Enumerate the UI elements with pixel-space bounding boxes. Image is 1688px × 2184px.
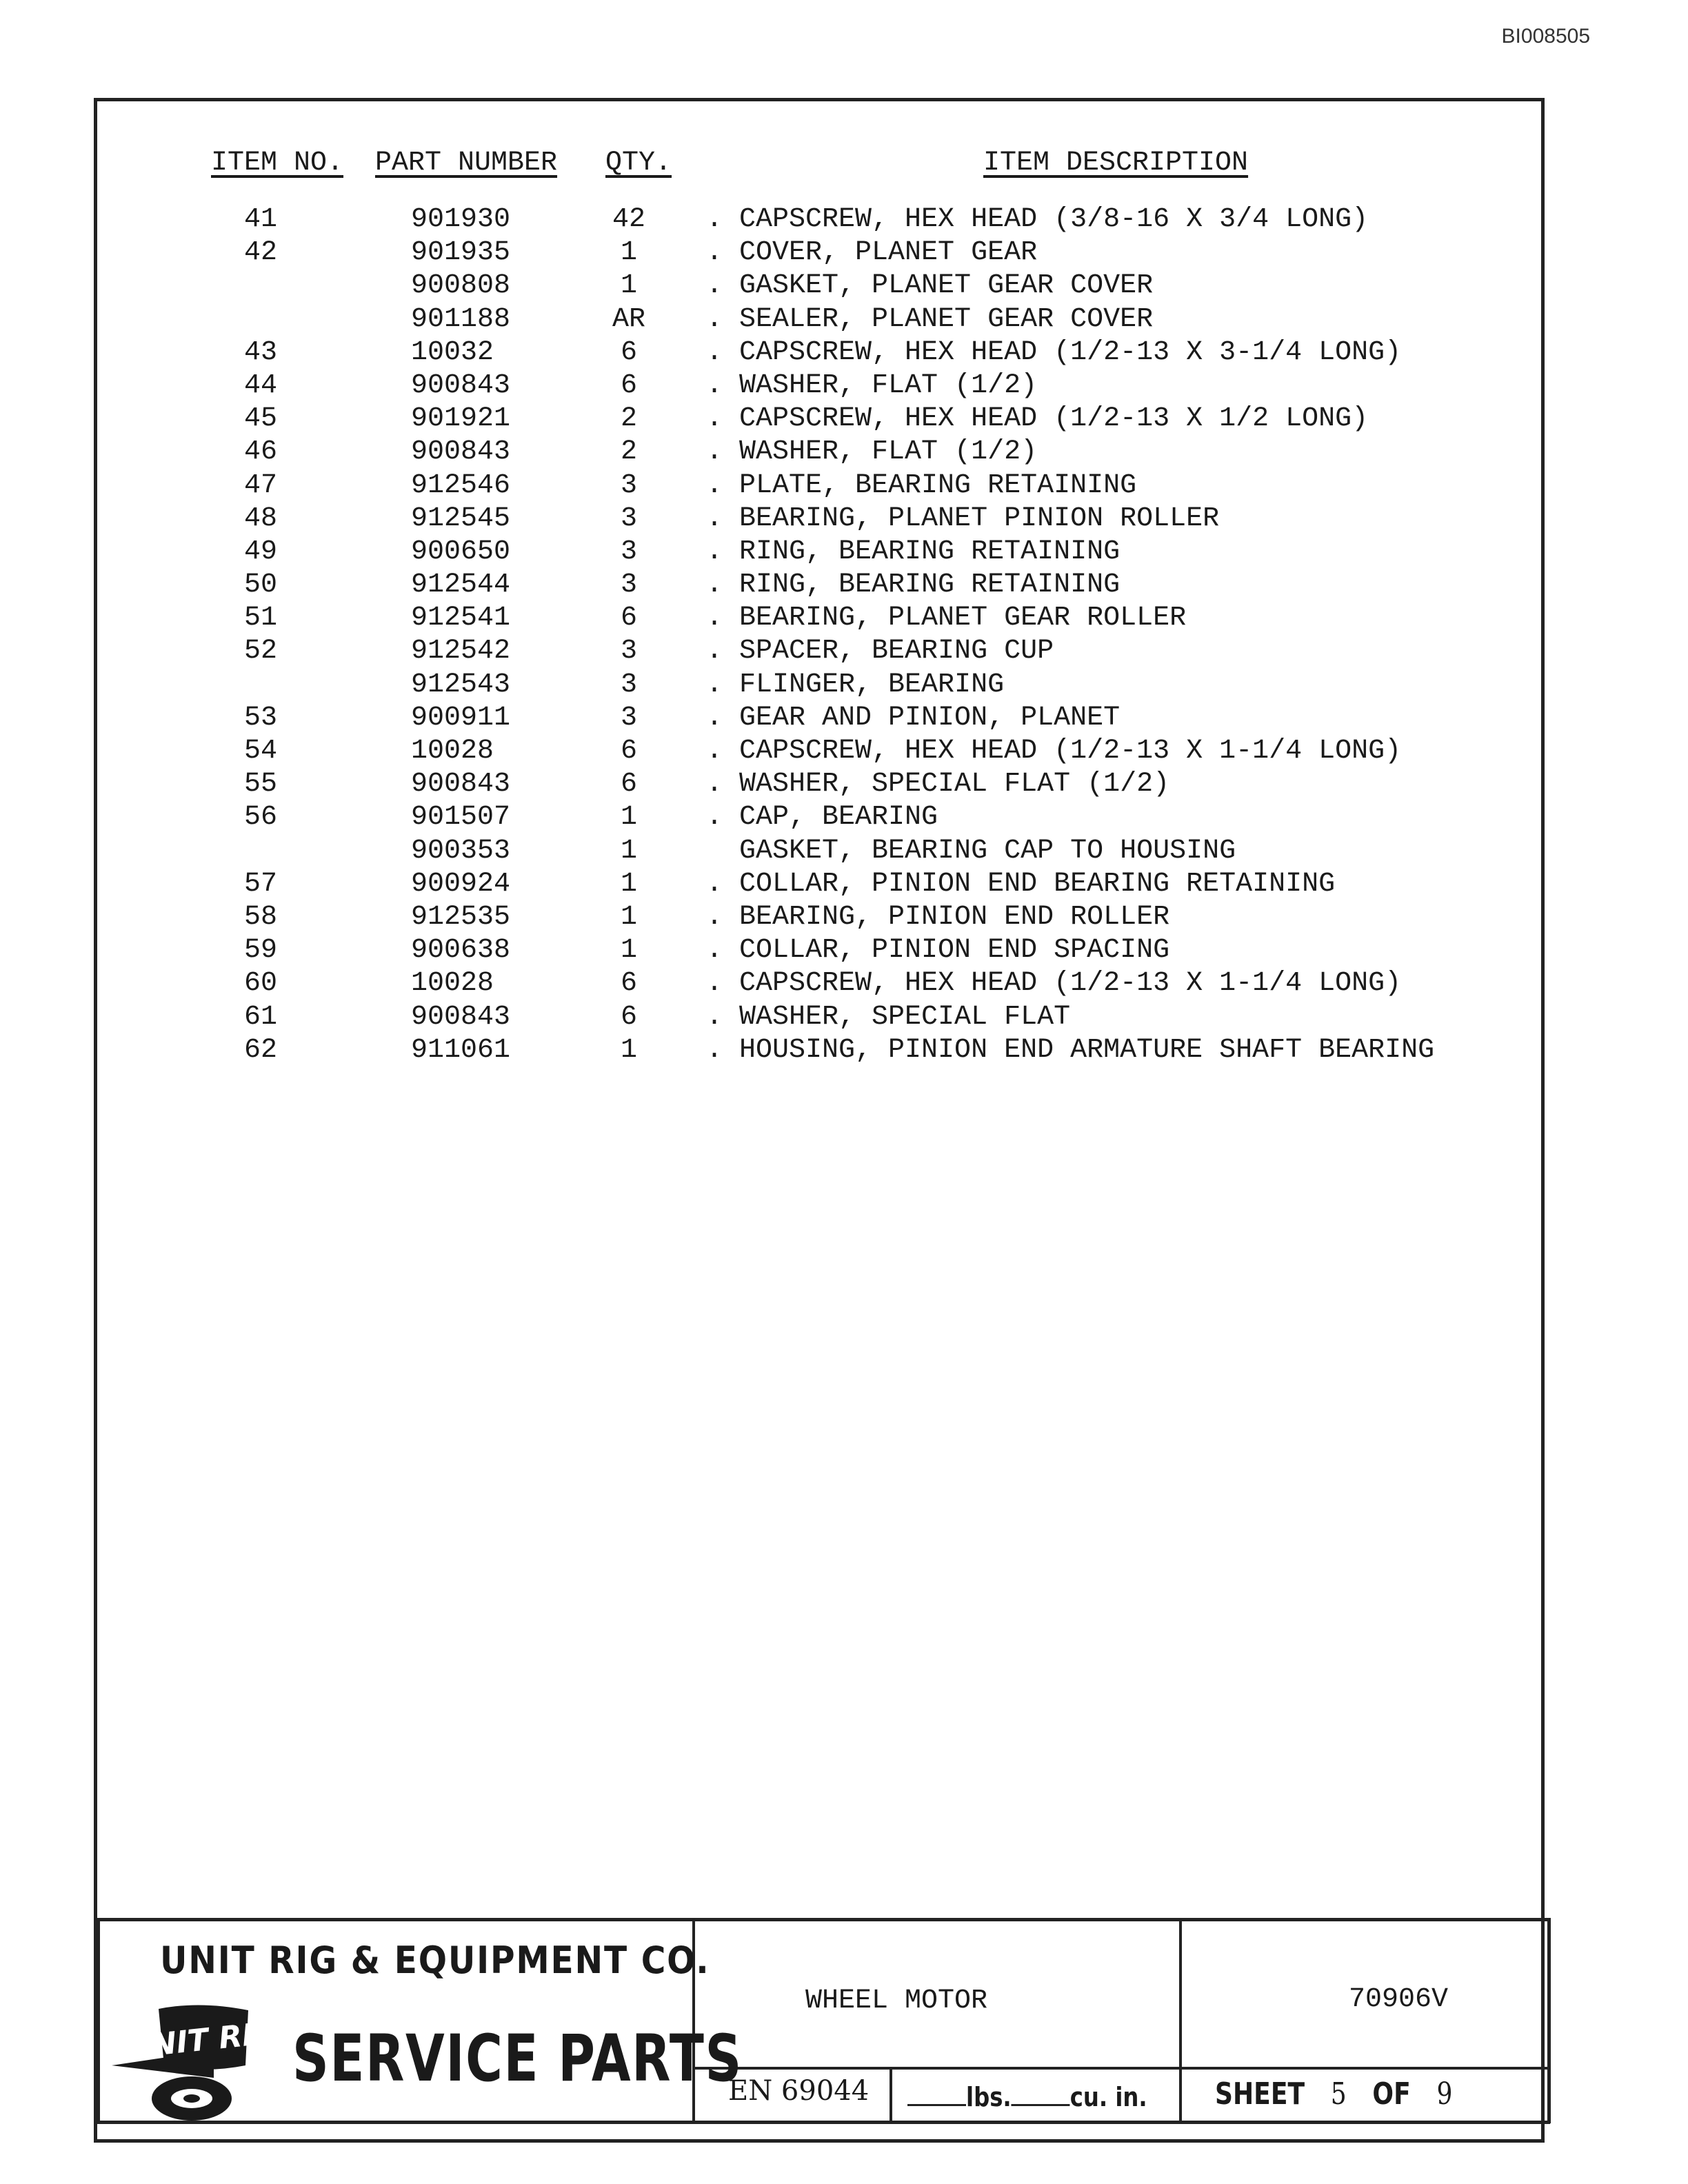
table-row [0, 669, 1688, 702]
title-block-right-line [1547, 1918, 1551, 2123]
part-number-cell: 900638 [411, 935, 511, 967]
qty-cell: 1 [620, 935, 637, 967]
item-no-cell: 54 [244, 736, 278, 767]
description-cell: . WASHER, FLAT (1/2) [706, 370, 1038, 401]
qty-cell: 2 [620, 403, 637, 435]
part-number-cell: 900650 [411, 536, 511, 567]
item-no-cell: 58 [244, 901, 278, 933]
qty-cell: 6 [620, 603, 637, 634]
part-number-cell: 912545 [411, 503, 511, 534]
part-number-cell: 912546 [411, 469, 511, 501]
table-row [0, 536, 1688, 569]
sheet-label: SHEET [1215, 2076, 1305, 2112]
item-no-cell: 55 [244, 769, 278, 800]
qty-cell: 3 [620, 636, 637, 667]
item-no-cell: 48 [244, 503, 278, 534]
qty-cell: 3 [620, 669, 637, 700]
table-row [0, 935, 1688, 968]
part-number-cell: 900843 [411, 436, 511, 468]
table-row [0, 503, 1688, 536]
company-name: UNIT RIG & EQUIPMENT CO. [160, 1939, 710, 1982]
qty-cell: 3 [620, 536, 637, 567]
part-number-cell: 912541 [411, 603, 511, 634]
table-row [0, 204, 1688, 237]
cu-in-blank [1012, 2083, 1070, 2106]
item-no-cell: 41 [244, 204, 278, 235]
table-row [0, 702, 1688, 736]
table-row [0, 569, 1688, 603]
part-number-cell: 900924 [411, 868, 511, 900]
table-row [0, 436, 1688, 469]
qty-cell: 1 [620, 868, 637, 900]
qty-cell: 1 [620, 237, 637, 269]
item-no-cell: 45 [244, 403, 278, 435]
table-row [0, 270, 1688, 303]
description-cell: . BEARING, PINION END ROLLER [706, 901, 1170, 933]
part-number-cell: 900843 [411, 370, 511, 401]
table-row [0, 736, 1688, 769]
qty-cell: 1 [620, 835, 637, 867]
en-number: EN 69044 [728, 2075, 870, 2107]
part-number-cell: 911061 [411, 1034, 511, 1066]
description-cell: . CAPSCREW, HEX HEAD (3/8-16 X 3/4 LONG) [706, 204, 1369, 235]
part-number-cell: 10028 [411, 736, 494, 767]
item-no-cell: 44 [244, 370, 278, 401]
header-part-number: PART NUMBER [375, 148, 558, 179]
sheet-number: 5 [1330, 2076, 1347, 2112]
item-no-cell: 42 [244, 237, 278, 269]
part-number-cell: 912535 [411, 901, 511, 933]
item-no-cell: 53 [244, 702, 278, 734]
description-cell: . RING, BEARING RETAINING [706, 569, 1121, 601]
qty-cell: 6 [620, 968, 637, 1000]
item-no-cell: 50 [244, 569, 278, 601]
table-row [0, 403, 1688, 436]
title-block-divider-2 [1179, 1918, 1182, 2123]
description-cell: . PLATE, BEARING RETAINING [706, 469, 1137, 501]
title-block-bottom-line [97, 2121, 1550, 2124]
weight-volume-fields [907, 2082, 1147, 2112]
qty-cell: AR [612, 303, 645, 335]
part-number-cell: 900911 [411, 702, 511, 734]
description-cell: . CAPSCREW, HEX HEAD (1/2-13 X 3-1/4 LONG) [706, 336, 1402, 368]
description-cell: . BEARING, PLANET PINION ROLLER [706, 503, 1220, 534]
part-number-cell: 912544 [411, 569, 511, 601]
part-number-cell: 912542 [411, 636, 511, 667]
table-row [0, 237, 1688, 270]
drawing-title: WHEEL MOTOR [805, 1985, 988, 2016]
description-cell: . SPACER, BEARING CUP [706, 636, 1054, 667]
table-row [0, 869, 1688, 902]
qty-cell: 6 [620, 336, 637, 368]
title-block-lower-row-line [692, 2067, 1550, 2070]
qty-cell: 1 [620, 901, 637, 933]
table-row [0, 1002, 1688, 1035]
description-cell: . GEAR AND PINION, PLANET [706, 702, 1121, 734]
item-no-cell: 43 [244, 336, 278, 368]
item-no-cell: 47 [244, 469, 278, 501]
description-cell: . COLLAR, PINION END BEARING RETAINING [706, 868, 1336, 900]
of-label: OF [1372, 2076, 1411, 2112]
description-cell: . SEALER, PLANET GEAR COVER [706, 303, 1154, 335]
description-cell: . COLLAR, PINION END SPACING [706, 935, 1170, 967]
item-no-cell: 62 [244, 1034, 278, 1066]
lbs-blank [907, 2083, 966, 2106]
table-row [0, 802, 1688, 835]
description-cell: . BEARING, PLANET GEAR ROLLER [706, 603, 1187, 634]
description-cell: . HOUSING, PINION END ARMATURE SHAFT BEARING [706, 1034, 1435, 1066]
part-number-cell: 901930 [411, 204, 511, 235]
description-cell: GASKET, BEARING CAP TO HOUSING [706, 835, 1236, 867]
item-no-cell: 49 [244, 536, 278, 567]
qty-cell: 6 [620, 736, 637, 767]
part-number-cell: 901921 [411, 403, 511, 435]
description-cell: . RING, BEARING RETAINING [706, 536, 1121, 567]
qty-cell: 6 [620, 370, 637, 401]
description-cell: . WASHER, FLAT (1/2) [706, 436, 1038, 468]
qty-cell: 1 [620, 802, 637, 833]
description-cell: . WASHER, SPECIAL FLAT [706, 1001, 1071, 1033]
table-row [0, 370, 1688, 403]
description-cell: . WASHER, SPECIAL FLAT (1/2) [706, 769, 1170, 800]
table-row [0, 902, 1688, 935]
part-number-cell: 10032 [411, 336, 494, 368]
description-cell: . GASKET, PLANET GEAR COVER [706, 270, 1154, 302]
table-row [0, 470, 1688, 503]
qty-cell: 1 [620, 1034, 637, 1066]
document-id: BI008505 [1501, 25, 1590, 48]
part-number-cell: 900353 [411, 835, 511, 867]
qty-cell: 3 [620, 569, 637, 601]
table-row [0, 769, 1688, 802]
item-no-cell: 61 [244, 1001, 278, 1033]
item-no-cell: 57 [244, 868, 278, 900]
part-number-cell: 900808 [411, 270, 511, 302]
description-cell: . CAPSCREW, HEX HEAD (1/2-13 X 1/2 LONG) [706, 403, 1369, 435]
item-no-cell: 46 [244, 436, 278, 468]
lbs-label: lbs. [966, 2082, 1012, 2112]
table-row [0, 603, 1688, 636]
qty-cell: 3 [620, 469, 637, 501]
description-cell: . FLINGER, BEARING [706, 669, 1005, 700]
part-number-cell: 900843 [411, 769, 511, 800]
description-cell: . CAP, BEARING [706, 802, 938, 833]
table-row [0, 304, 1688, 337]
qty-cell: 6 [620, 1001, 637, 1033]
qty-cell: 3 [620, 503, 637, 534]
part-number-cell: 900843 [411, 1001, 511, 1033]
description-cell: . COVER, PLANET GEAR [706, 237, 1038, 269]
part-number-cell: 901935 [411, 237, 511, 269]
item-no-cell: 51 [244, 603, 278, 634]
header-qty: QTY. [605, 148, 672, 179]
title-block-left-line [97, 1918, 100, 2123]
logo-text: UNIT RIG [125, 2014, 280, 2066]
table-row [0, 836, 1688, 869]
part-number-cell: 901188 [411, 303, 511, 335]
part-number-cell: 901507 [411, 802, 511, 833]
qty-cell: 3 [620, 702, 637, 734]
qty-cell: 6 [620, 769, 637, 800]
title-block-top-line [97, 1918, 1550, 1921]
item-no-cell: 59 [244, 935, 278, 967]
part-number-cell: 912543 [411, 669, 511, 700]
title-block-en-divider [890, 2067, 892, 2122]
service-parts-title: SERVICE PARTS [292, 2021, 743, 2096]
table-row [0, 337, 1688, 370]
cu-in-label: cu. in. [1069, 2082, 1147, 2112]
drawing-number: 70906V [1349, 1984, 1449, 2015]
header-item-no: ITEM NO. [211, 148, 344, 179]
sheet-info [1215, 2076, 1452, 2112]
table-row [0, 636, 1688, 669]
item-no-cell: 56 [244, 802, 278, 833]
sheet-total: 9 [1436, 2076, 1453, 2112]
unit-rig-logo [110, 2002, 290, 2126]
part-number-cell: 10028 [411, 968, 494, 1000]
header-item-description: ITEM DESCRIPTION [983, 148, 1249, 179]
item-no-cell: 52 [244, 636, 278, 667]
description-cell: . CAPSCREW, HEX HEAD (1/2-13 X 1-1/4 LONG) [706, 736, 1402, 767]
qty-cell: 42 [612, 204, 645, 235]
description-cell: . CAPSCREW, HEX HEAD (1/2-13 X 1-1/4 LONG) [706, 968, 1402, 1000]
item-no-cell: 60 [244, 968, 278, 1000]
table-row [0, 1035, 1688, 1068]
parts-list [0, 204, 1688, 1068]
table-row [0, 968, 1688, 1001]
qty-cell: 1 [620, 270, 637, 302]
qty-cell: 2 [620, 436, 637, 468]
